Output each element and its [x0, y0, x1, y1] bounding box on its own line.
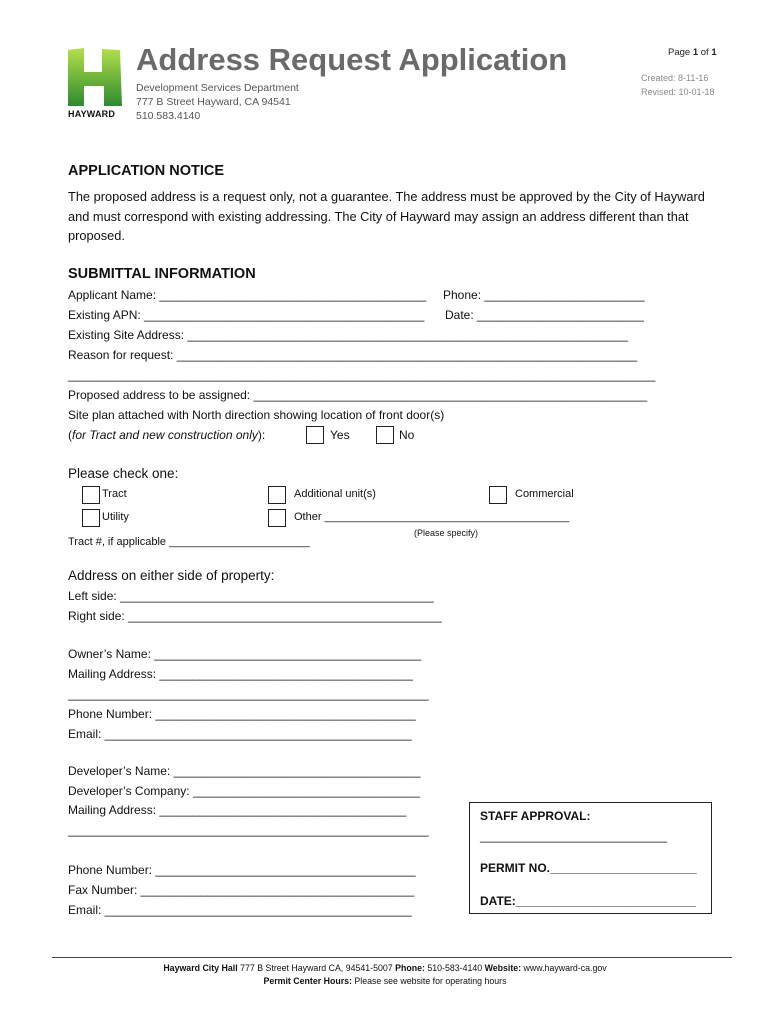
owner-phone-field[interactable]: Phone Number: _______________________________________	[68, 707, 416, 721]
developer-phone-field[interactable]: Phone Number: _______________________________________	[68, 863, 416, 877]
staff-approval-label: STAFF APPROVAL:	[480, 809, 591, 823]
no-label: No	[399, 428, 415, 442]
developer-fax-field[interactable]: Fax Number: _________________________________________	[68, 883, 415, 897]
existing-site-address-field[interactable]: Existing Site Address: __________________________________________________________________	[68, 328, 628, 342]
developer-mailing-address-field[interactable]: Mailing Address: _____________________________________	[68, 803, 407, 817]
tract-checkbox[interactable]	[82, 486, 100, 504]
commercial-label: Commercial	[515, 488, 574, 500]
other-field[interactable]: Other ________________________________________	[294, 511, 570, 523]
staff-date-field[interactable]: DATE:___________________________	[480, 894, 696, 908]
phone-field[interactable]: Phone: ________________________	[443, 288, 645, 302]
footer-divider	[52, 957, 732, 958]
website-link[interactable]: www.hayward-ca.gov	[521, 963, 607, 973]
utility-checkbox[interactable]	[82, 509, 100, 527]
page-number: Page 1 of 1	[668, 47, 717, 58]
reason-field[interactable]: Reason for request: _____________________________________________________________________	[68, 348, 638, 362]
owner-mailing-address-field[interactable]: Mailing Address: ______________________________________	[68, 667, 413, 681]
tract-label: Tract	[102, 488, 127, 500]
developer-name-field[interactable]: Developer’s Name: _____________________________________	[68, 764, 421, 778]
revised-date: Revised: 10-01-18	[641, 87, 715, 97]
footer-hours: Permit Center Hours: Please see website for operating hours	[263, 976, 507, 986]
other-checkbox[interactable]	[268, 509, 286, 527]
footer-contact: Hayward City Hall 777 B Street Hayward CA, 94541-5007 Phone: 510-583-4140 Website: www.hayward-ca.gov	[163, 963, 607, 973]
additional-units-label: Additional unit(s)	[294, 488, 376, 500]
utility-label: Utility	[102, 511, 129, 523]
reason-field-continued[interactable]: ________________________________________________________________________________________	[68, 368, 656, 382]
department-info	[136, 81, 299, 123]
commercial-checkbox[interactable]	[489, 486, 507, 504]
existing-apn-field[interactable]: Existing APN: __________________________________________	[68, 308, 425, 322]
developer-email-field[interactable]: Email: ______________________________________________	[68, 903, 412, 917]
revision-info	[641, 71, 715, 99]
staff-approval-field[interactable]: ____________________________	[480, 829, 667, 843]
owner-mailing-address-continued[interactable]: ______________________________________________________	[68, 687, 429, 701]
submittal-heading: SUBMITTAL INFORMATION	[68, 266, 256, 282]
proposed-address-field[interactable]: Proposed address to be assigned: ___________________________________________________________	[68, 388, 648, 402]
notice-heading: APPLICATION NOTICE	[68, 163, 225, 179]
check-one-heading: Please check one:	[68, 466, 179, 481]
developer-company-field[interactable]: Developer’s Company: __________________________________	[68, 784, 420, 798]
tract-note: (for Tract and new construction only):	[68, 428, 266, 442]
created-date: Created: 8-11-16	[641, 73, 709, 83]
sides-heading: Address on either side of property:	[68, 568, 275, 583]
site-plan-label: Site plan attached with North direction showing location of front door(s)	[68, 408, 445, 422]
no-checkbox[interactable]	[376, 426, 394, 444]
owner-email-field[interactable]: Email: ______________________________________________	[68, 727, 412, 741]
right-side-field[interactable]: Right side: _______________________________________________	[68, 609, 442, 623]
department-name: Development Services Department	[136, 82, 299, 94]
owner-name-field[interactable]: Owner’s Name: ________________________________________	[68, 647, 422, 661]
additional-units-checkbox[interactable]	[268, 486, 286, 504]
department-address: 777 B Street Hayward, CA 94541	[136, 96, 291, 108]
date-field[interactable]: Date: _________________________	[445, 308, 644, 322]
yes-checkbox[interactable]	[306, 426, 324, 444]
department-phone: 510.583.4140	[136, 110, 201, 122]
developer-mailing-address-continued[interactable]: ______________________________________________________	[68, 823, 429, 837]
permit-number-field[interactable]: PERMIT NO.______________________	[480, 861, 697, 875]
page-title: Address Request Application	[136, 42, 568, 77]
notice-text: The proposed address is a request only, not a guarantee. The address must be approved by the City of Hayward and must correspond with existing addressing. The City of Hayward may assign an address different than that proposed.	[68, 189, 705, 243]
please-specify-note: (Please specify)	[414, 528, 479, 538]
applicant-name-field[interactable]: Applicant Name: ________________________________________	[68, 288, 427, 302]
tract-number-field[interactable]: Tract #, if applicable _______________________	[68, 536, 310, 548]
logo-wordmark: HAYWARD	[68, 109, 116, 119]
yes-label: Yes	[330, 428, 350, 442]
left-side-field[interactable]: Left side: _______________________________________________	[68, 589, 434, 603]
